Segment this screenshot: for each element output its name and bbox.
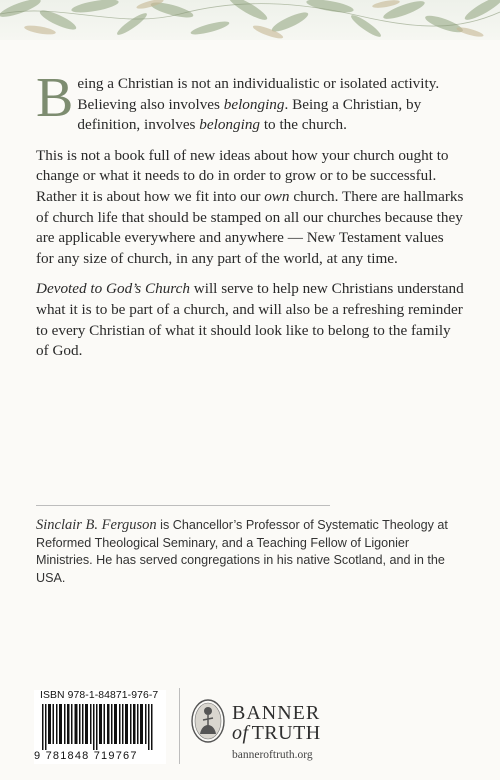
publisher-name-line-1: BANNER (232, 702, 321, 724)
barcode (36, 704, 164, 750)
banner-of-truth-logo-icon (188, 698, 228, 744)
isbn-label: ISBN 978-1-84871-976-7 (40, 690, 159, 701)
blurb-p1-emphasis-2: belonging (199, 116, 261, 134)
leaf-pattern-icon (0, 0, 500, 40)
book-title-italic: Devoted to God’s Church (36, 280, 190, 298)
author-bio-text: is Chancellor’s Professor of Systematic Theology at Reformed Theological Seminary, and a Teaching Fellow of Ligonier Ministries. He has served congregations in his native Scotland, and in the USA. (36, 518, 448, 585)
blurb-paragraph-1 (36, 67, 464, 136)
publisher-name-line-2 (232, 722, 321, 745)
blurb-p2-text-1: This is not a book full of new ideas about how your church ought to change or what it needs to do in order to grow or to be successful. Rather it is about how we fit into our (36, 146, 449, 205)
isbn-barcode-block (34, 690, 166, 764)
barcode-digits: 9 781848 719767 (34, 750, 138, 762)
back-cover-blurb (36, 67, 464, 372)
blurb-p1-emphasis-1: belonging (223, 95, 285, 113)
blurb-p1-text-3: to the church. (260, 116, 347, 134)
blurb-p2-text-2: church. There are hallmarks of church life that should be stamped on all our churches because they are applicable everywhere and anywhere — New Testament values for any size of church, in any part of the world, at any time. (36, 187, 464, 267)
publisher-of: of (232, 722, 249, 744)
publisher-divider (179, 688, 180, 764)
blurb-p2-emphasis-1: own (264, 187, 290, 205)
author-name: Sinclair B. Ferguson (36, 517, 157, 533)
publisher-truth: TRUTH (251, 722, 321, 744)
blurb-p1-text-2: . Being a Christian, by definition, involves (77, 95, 422, 134)
blurb-p1-text-1: eing a Christian is not an individualistic or isolated activity. Believing also involves (77, 75, 440, 113)
divider-rule (36, 505, 330, 506)
leaf-pattern-band (0, 0, 500, 40)
blurb-p3-text-1: will serve to help new Christians understand what it is to be part of a church, and will also be a refreshing reminder to every Christian of what it should look like to belong to the family of God. (36, 280, 464, 360)
blurb-paragraph-3 (36, 279, 464, 361)
publisher-block (188, 698, 338, 764)
blurb-paragraph-2 (36, 146, 464, 270)
author-bio (36, 517, 456, 587)
drop-cap: B (36, 67, 74, 129)
publisher-url: banneroftruth.org (232, 749, 313, 761)
